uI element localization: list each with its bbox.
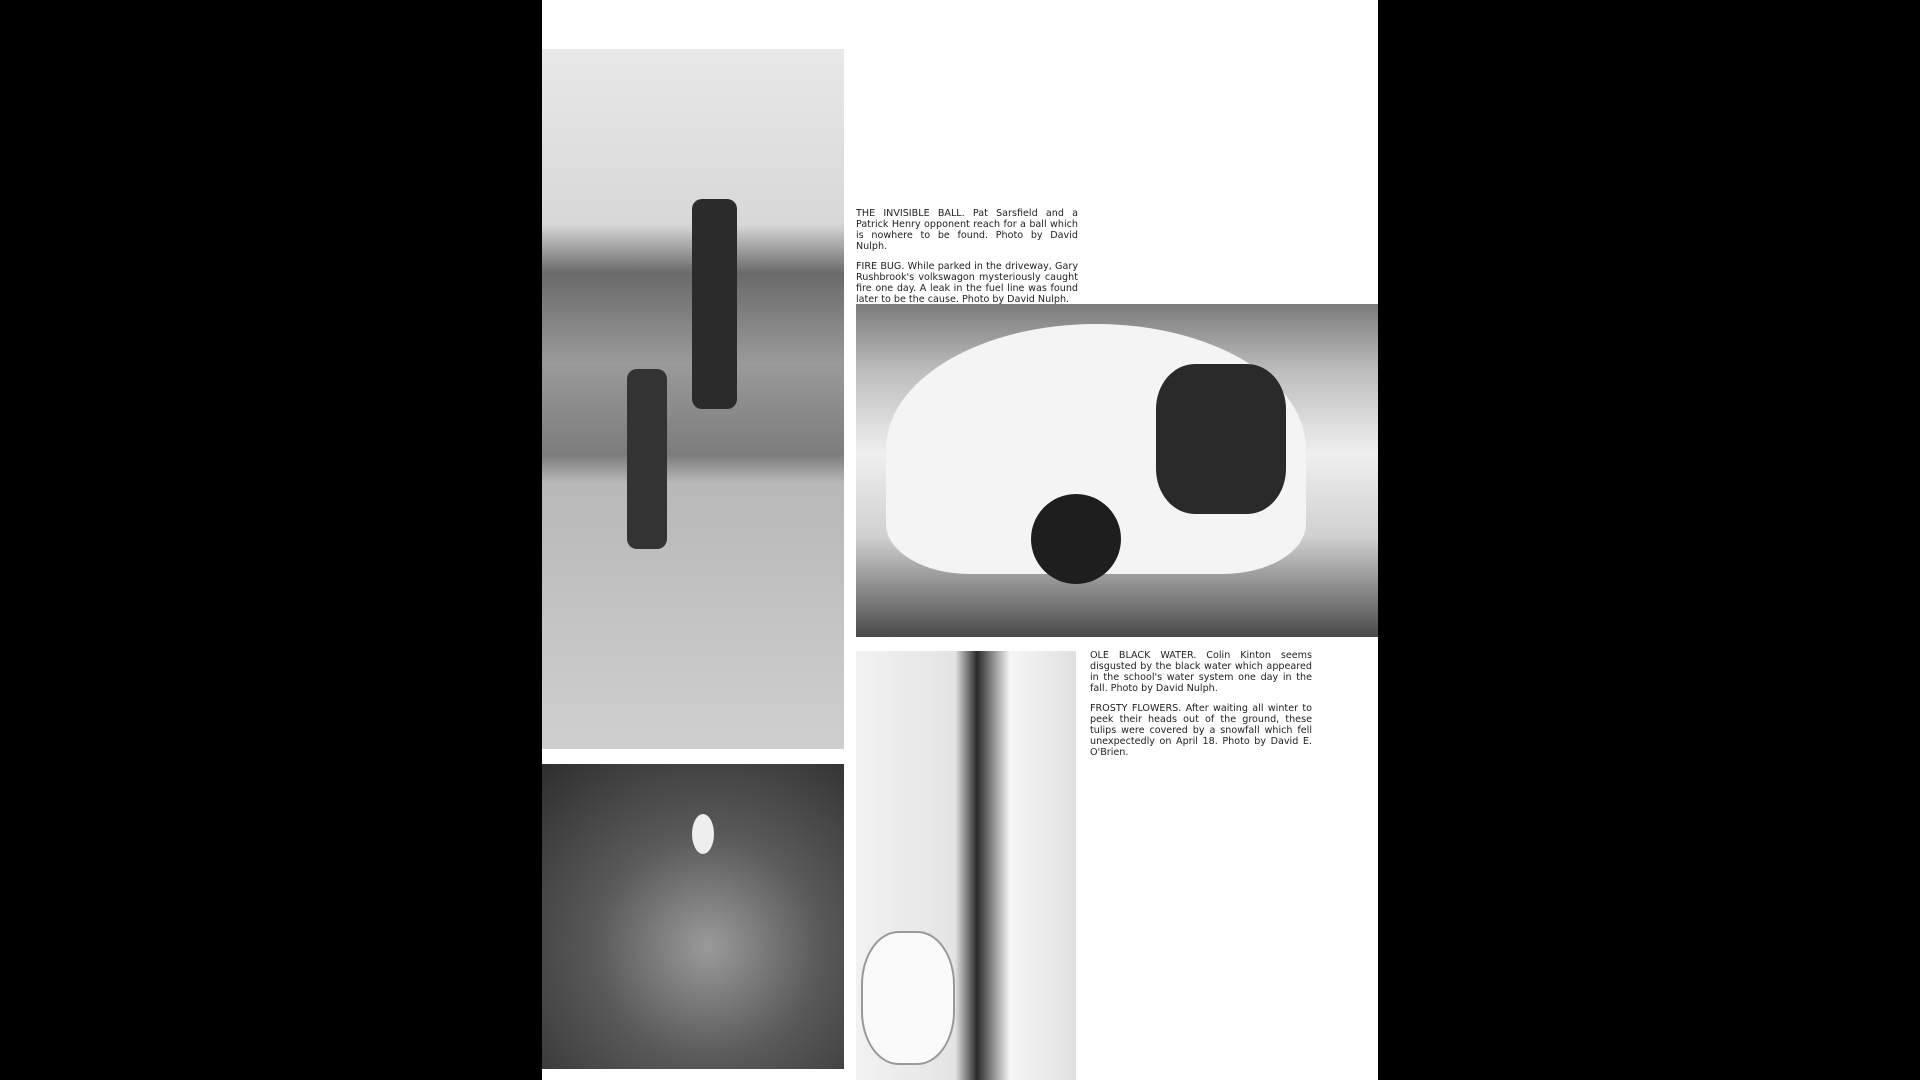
urinal bbox=[861, 931, 955, 1065]
caption-ole-black-water: OLE BLACK WATER. Colin Kinton seems disgusted by the black water which appeared in the school's water system one day in the fall. Photo by David Nulph. bbox=[1090, 650, 1312, 694]
car-wheel bbox=[1031, 494, 1121, 584]
player-figure bbox=[692, 199, 737, 409]
tulips-photo bbox=[542, 764, 844, 1069]
basketball-photo bbox=[542, 49, 844, 749]
caption-block-bottom bbox=[1090, 650, 1312, 767]
tulip-bloom bbox=[692, 814, 714, 854]
caption-block-top bbox=[856, 208, 1078, 314]
urinal-photo bbox=[856, 651, 1076, 1080]
caption-fire-bug: FIRE BUG. While parked in the driveway, Gary Rushbrook's volkswagon mysteriously caught fire one day. A leak in the fuel line was found later to be the cause. Photo by David Nulph. bbox=[856, 261, 1078, 305]
caption-invisible-ball: THE INVISIBLE BALL. Pat Sarsfield and a Patrick Henry opponent reach for a ball which is nowhere to be found. Photo by David Nulph. bbox=[856, 208, 1078, 252]
caption-frosty-flowers: FROSTY FLOWERS. After waiting all winter to peek their heads out of the ground, these tulips were covered by a snowfall which fell unexpectedly on April 18. Photo by David E. O'Brien. bbox=[1090, 703, 1312, 758]
yearbook-page bbox=[542, 0, 1378, 1080]
burned-car-photo bbox=[856, 304, 1378, 637]
player-figure bbox=[627, 369, 667, 549]
burned-engine bbox=[1156, 364, 1286, 514]
